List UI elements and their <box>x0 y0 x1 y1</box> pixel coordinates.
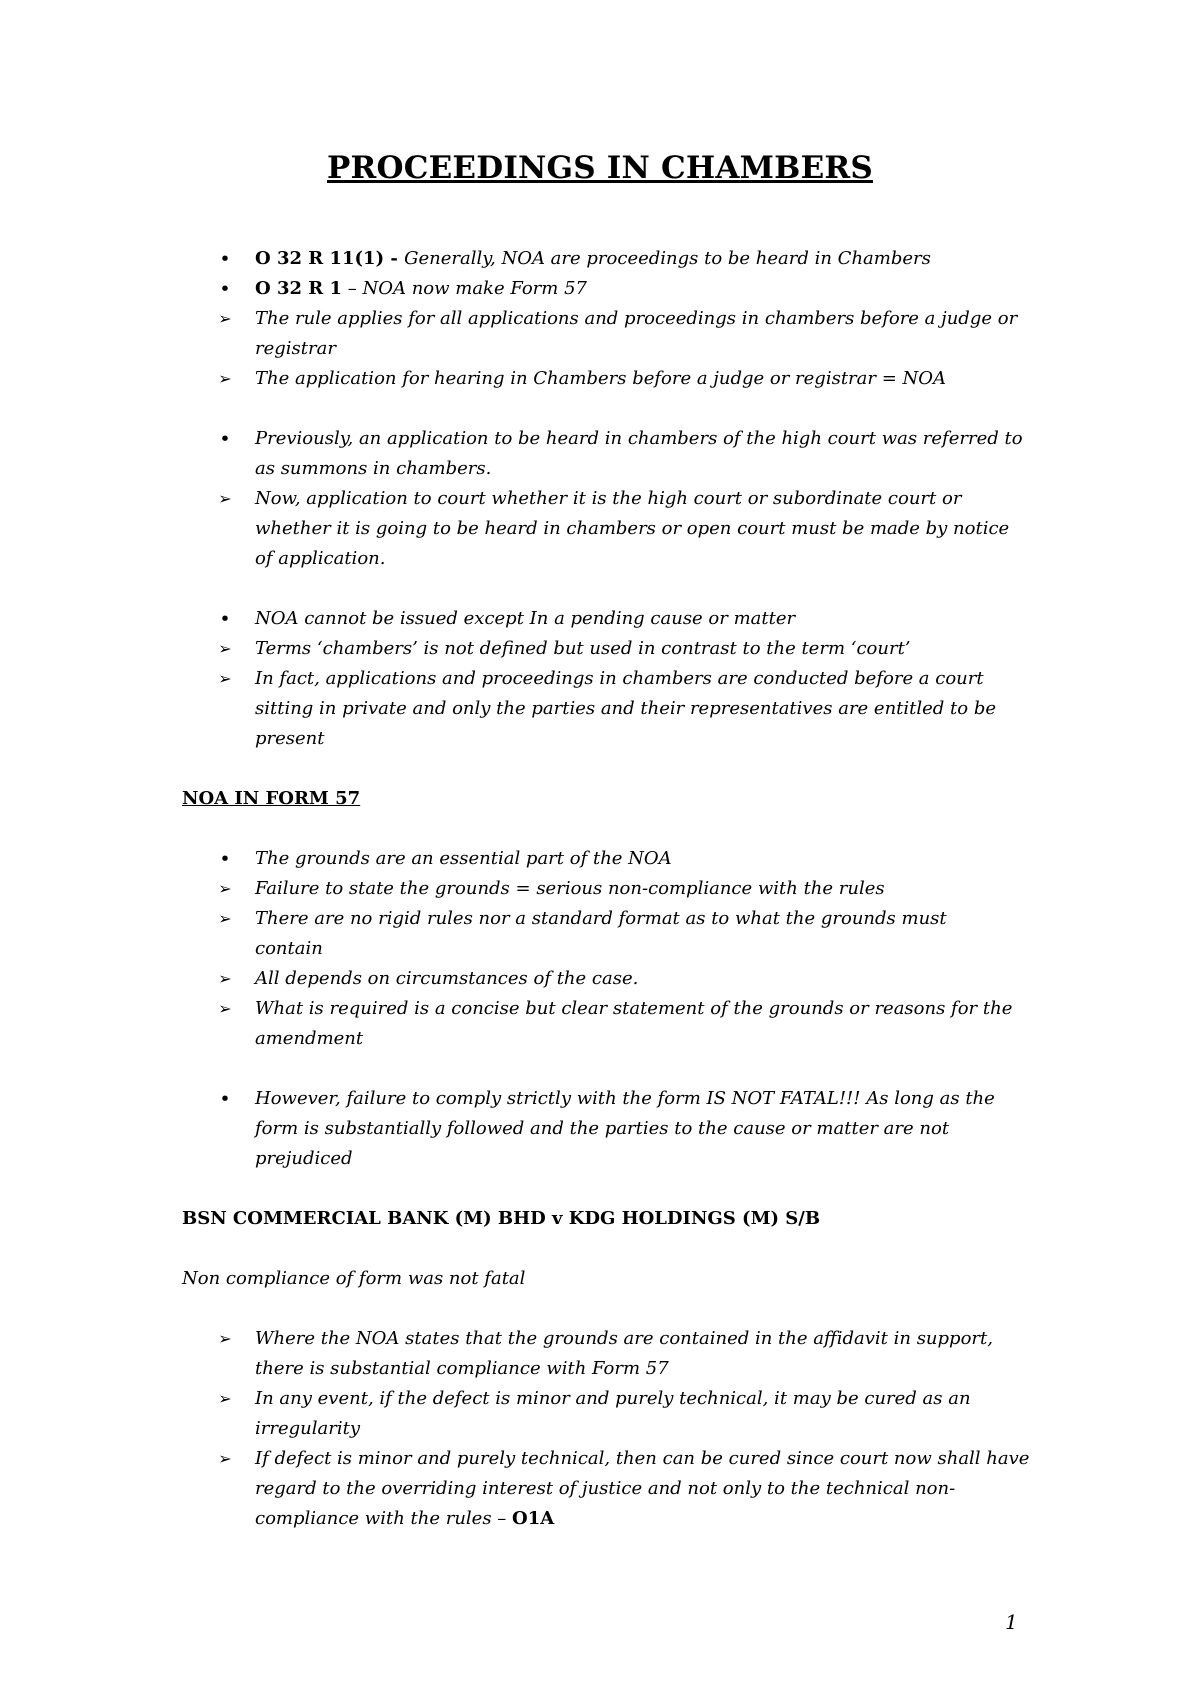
arrow-item <box>255 484 1055 514</box>
rule-reference: O 32 R 1 <box>255 278 343 299</box>
bullet-marker <box>215 244 235 275</box>
page-title: PROCEEDINGS IN CHAMBERS <box>327 150 873 186</box>
arrow-item-continuation: registrar <box>255 338 336 359</box>
separator: - <box>384 248 405 269</box>
case-heading: BSN COMMERCIAL BANK (M) BHD v KDG HOLDINGS (M) S/B <box>182 1208 821 1229</box>
arrow-text: The application for hearing in Chambers before a judge or registrar = NOA <box>255 368 947 389</box>
arrow-item <box>255 1384 1055 1414</box>
arrow-text: In fact, applications and proceedings in chambers are conducted before a court <box>255 668 984 689</box>
arrow-text: Failure to state the grounds = serious non-compliance with the rules <box>255 878 885 899</box>
bullet-marker <box>215 424 235 455</box>
arrow-bullet-icon <box>215 994 235 1024</box>
bullet-text: Previously, an application to be heard in chambers of the high court was referred to <box>255 428 1023 449</box>
arrow-bullet-icon <box>215 364 235 394</box>
arrow-text: compliance with the rules <box>255 1508 492 1529</box>
arrow-item-continuation: contain <box>255 938 323 959</box>
arrow-item-continuation: regard to the overriding interest of justice and not only to the technical non- <box>255 1478 956 1499</box>
arrow-text: Terms ‘chambers’ is not defined but used in contrast to the term ‘court’ <box>255 638 911 659</box>
bullet-item <box>255 244 1055 274</box>
bullet-item-continuation: prejudiced <box>255 1148 353 1169</box>
arrow-item <box>255 874 1055 904</box>
rule-reference: O1A <box>512 1508 555 1529</box>
arrow-item-continuation: present <box>255 728 325 749</box>
bullet-text: NOA cannot be issued except In a pending cause or matter <box>255 608 796 629</box>
bullet-item <box>255 604 1055 634</box>
arrow-item-continuation: whether it is going to be heard in chambers or open court must be made by notice <box>255 518 1010 539</box>
bullet-item <box>255 1084 1055 1114</box>
bullet-text: The grounds are an essential part of the NOA <box>255 848 672 869</box>
separator: – <box>491 1508 513 1529</box>
arrow-bullet-icon <box>215 634 235 664</box>
arrow-item <box>255 364 1055 394</box>
arrow-text: What is required is a concise but clear statement of the grounds or reasons for the <box>255 998 1013 1019</box>
bullet-item <box>255 274 1055 304</box>
bullet-text: NOA now make Form 57 <box>362 278 587 299</box>
arrow-item-continuation: there is substantial compliance with Form 57 <box>255 1358 669 1379</box>
arrow-item <box>255 634 1055 664</box>
arrow-item <box>255 304 1055 334</box>
arrow-bullet-icon <box>215 1444 235 1474</box>
arrow-text: Where the NOA states that the grounds are contained in the affidavit in support, <box>255 1328 993 1349</box>
bullet-item <box>255 424 1055 454</box>
arrow-bullet-icon <box>215 484 235 514</box>
bullet-item <box>255 844 1055 874</box>
bullet-text: Generally, NOA are proceedings to be heard in Chambers <box>404 248 931 269</box>
arrow-item-continuation: irregularity <box>255 1418 360 1439</box>
bullet-marker <box>215 604 235 635</box>
arrow-text: In any event, if the defect is minor and purely technical, it may be cured as an <box>255 1388 971 1409</box>
arrow-bullet-icon <box>215 1384 235 1414</box>
rule-reference: O 32 R 11(1) <box>255 248 385 269</box>
arrow-item-continuation <box>255 1504 1055 1534</box>
arrow-text: If defect is minor and purely technical, then can be cured since court now shall have <box>255 1448 1030 1469</box>
arrow-bullet-icon <box>215 904 235 934</box>
arrow-item <box>255 1324 1055 1354</box>
arrow-bullet-icon <box>215 874 235 904</box>
separator: – <box>342 278 363 299</box>
arrow-item <box>255 904 1055 934</box>
bullet-marker <box>215 1084 235 1115</box>
case-note: Non compliance of form was not fatal <box>182 1268 526 1289</box>
arrow-item-continuation: sitting in private and only the parties and their representatives are entitled to be <box>255 698 997 719</box>
arrow-item-continuation: of application. <box>255 548 386 569</box>
bullet-marker <box>215 844 235 875</box>
bullet-item-continuation: as summons in chambers. <box>255 458 492 479</box>
arrow-text: The rule applies for all applications and proceedings in chambers before a judge or <box>255 308 1018 329</box>
page-number: 1 <box>1005 1610 1018 1634</box>
bullet-item-continuation: form is substantially followed and the parties to the cause or matter are not <box>255 1118 950 1139</box>
bullet-marker <box>215 274 235 305</box>
arrow-bullet-icon <box>215 304 235 334</box>
section-heading: NOA IN FORM 57 <box>182 788 361 809</box>
arrow-item-continuation: amendment <box>255 1028 364 1049</box>
arrow-bullet-icon <box>215 1324 235 1354</box>
arrow-text: There are no rigid rules nor a standard format as to what the grounds must <box>255 908 947 929</box>
arrow-item <box>255 1444 1055 1474</box>
arrow-item <box>255 964 1055 994</box>
bullet-text: However, failure to comply strictly with the form IS NOT FATAL!!! As long as the <box>255 1088 995 1109</box>
arrow-item <box>255 994 1055 1024</box>
arrow-text: Now, application to court whether it is the high court or subordinate court or <box>255 488 962 509</box>
arrow-item <box>255 664 1055 694</box>
arrow-bullet-icon <box>215 664 235 694</box>
arrow-bullet-icon <box>215 964 235 994</box>
arrow-text: All depends on circumstances of the case. <box>255 968 639 989</box>
